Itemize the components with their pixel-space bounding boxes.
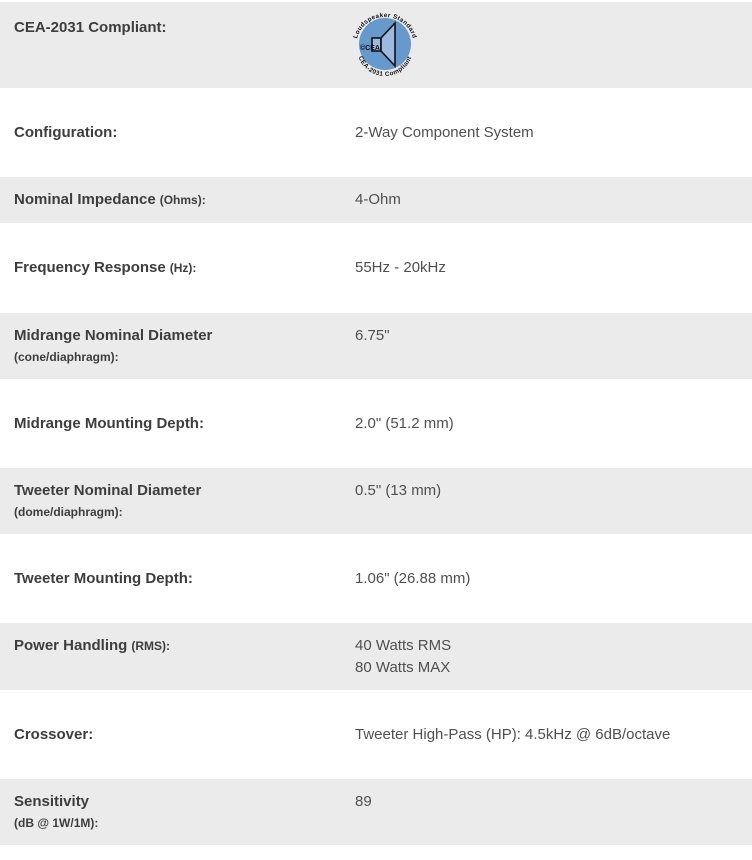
spec-value-cell <box>355 725 752 744</box>
spec-value-cell <box>355 190 752 209</box>
spec-value-cell <box>355 326 752 345</box>
spec-value: 80 Watts MAX <box>355 659 451 676</box>
spec-row <box>0 623 752 690</box>
spec-value: 1.06" (26.88 mm) <box>355 570 471 587</box>
spec-label: Nominal Impedance <box>14 191 156 208</box>
logo-top-arc-text: Loudspeaker Standard <box>352 11 418 40</box>
spec-label: Frequency Response <box>14 259 166 276</box>
spec-label: Crossover: <box>14 726 94 743</box>
spec-value-cell <box>355 258 752 277</box>
spec-value-cell <box>352 10 752 80</box>
logo-center-left-text: ©CEA <box>360 45 380 52</box>
spec-value-cell <box>355 481 752 500</box>
spec-value: 89 <box>355 793 372 810</box>
spec-label-cell <box>0 725 355 744</box>
spec-value-cell <box>355 569 752 588</box>
spec-label-cell <box>0 636 355 656</box>
spec-value: 4-Ohm <box>355 191 401 208</box>
cea-2031-logo <box>350 10 752 80</box>
spec-value: 2.0" (51.2 mm) <box>355 415 454 432</box>
spec-row <box>0 534 752 623</box>
spec-label-cell <box>0 414 355 433</box>
spec-label-qualifier: (Ohms): <box>159 193 206 207</box>
spec-label: Midrange Mounting Depth: <box>14 415 204 432</box>
spec-label-qualifier: (dB @ 1W/1M): <box>14 816 99 830</box>
spec-value: 6.75" <box>355 327 390 344</box>
spec-label: Tweeter Mounting Depth: <box>14 570 193 587</box>
spec-row <box>0 779 752 845</box>
spec-value: 2-Way Component System <box>355 124 534 141</box>
spec-value-cell <box>355 636 752 677</box>
spec-label-qualifier: (RMS): <box>131 639 170 653</box>
logo-bottom-arc-text: CEA-2031 Compliant <box>356 55 414 79</box>
spec-label-cell <box>0 258 355 278</box>
spec-row <box>0 379 752 468</box>
spec-label-cell <box>0 569 355 588</box>
spec-label: Configuration: <box>14 124 118 141</box>
spec-row <box>0 313 752 379</box>
spec-label: Power Handling <box>14 637 128 654</box>
spec-value: 55Hz - 20kHz <box>355 259 446 276</box>
spec-table <box>0 2 752 845</box>
spec-row <box>0 88 752 177</box>
spec-label-cell <box>0 326 355 366</box>
spec-label-cell <box>0 10 355 37</box>
cea-2031-logo-svg <box>350 10 420 80</box>
spec-label: Tweeter Nominal Diameter <box>14 482 202 499</box>
spec-label-cell <box>0 190 355 210</box>
spec-value-cell <box>355 414 752 433</box>
spec-label: Sensitivity <box>14 793 90 810</box>
spec-value-cell <box>355 123 752 142</box>
spec-label-qualifier: (cone/diaphragm): <box>14 350 119 364</box>
spec-label-qualifier: (Hz): <box>169 261 197 275</box>
spec-label-cell <box>0 792 355 832</box>
spec-value: 0.5" (13 mm) <box>355 482 442 499</box>
spec-label-cell <box>0 481 355 521</box>
spec-row <box>0 468 752 534</box>
spec-value: Tweeter High-Pass (HP): 4.5kHz @ 6dB/octave <box>355 726 671 743</box>
spec-label: Midrange Nominal Diameter <box>14 327 213 344</box>
spec-label-cell <box>0 123 355 142</box>
spec-label-qualifier: (dome/diaphragm): <box>14 505 123 519</box>
spec-row <box>0 177 752 223</box>
spec-value: 40 Watts RMS <box>355 637 452 654</box>
spec-row <box>0 223 752 313</box>
spec-label: CEA-2031 Compliant: <box>14 19 167 36</box>
spec-value-cell <box>355 792 752 811</box>
spec-row <box>0 2 752 88</box>
spec-row <box>0 690 752 779</box>
